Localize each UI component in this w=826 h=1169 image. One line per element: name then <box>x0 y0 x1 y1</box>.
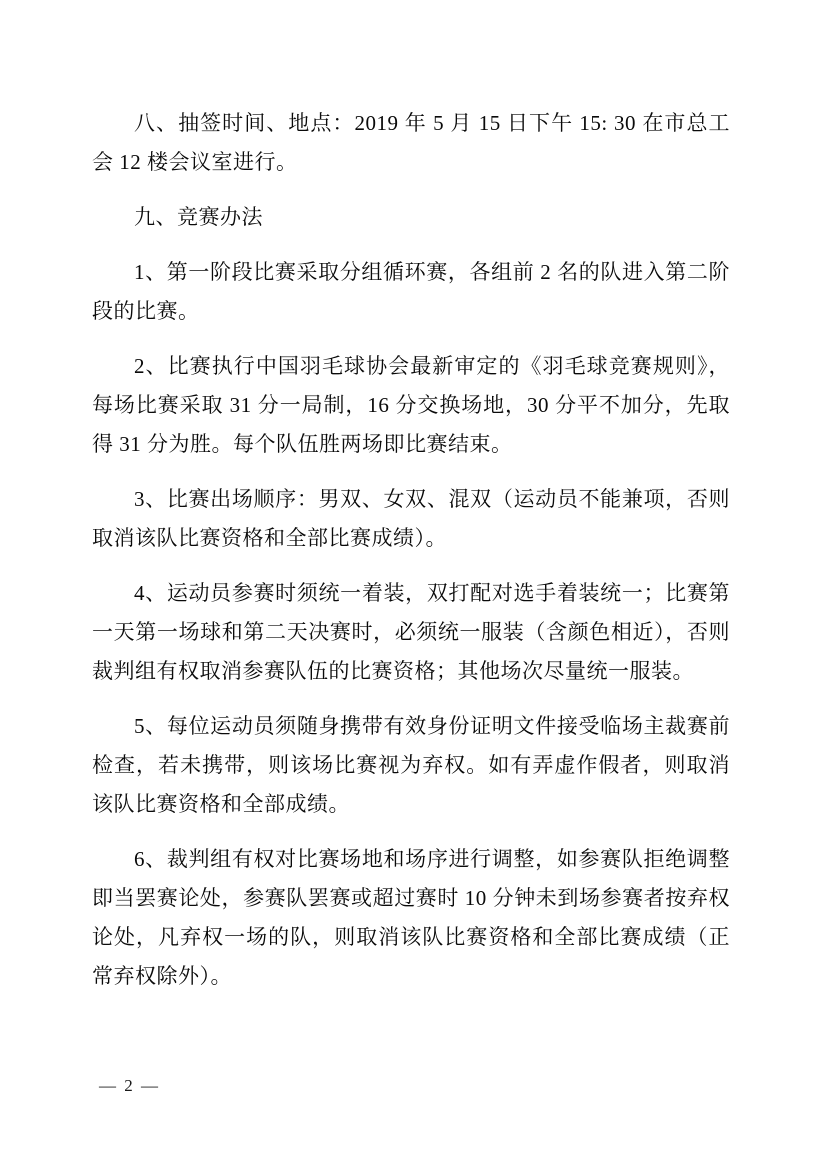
paragraph: 3、比赛出场顺序：男双、女双、混双（运动员不能兼项，否则取消该队比赛资格和全部比赛成绩）。 <box>92 487 730 550</box>
paragraph: 4、运动员参赛时须统一着装，双打配对选手着装统一；比赛第一天第一场球和第二天决赛时，必须统一服装（含颜色相近），否则裁判组有权取消参赛队伍的比赛资格；其他场次尽量统一服装。 <box>92 581 730 683</box>
paragraph: 6、裁判组有权对比赛场地和场序进行调整，如参赛队拒绝调整即当罢赛论处，参赛队罢赛或超过赛时 10 分钟未到场参赛者按弃权论处，凡弃权一场的队，则取消该队比赛资格和全部比赛成绩（正常弃权除外）。 <box>92 847 730 988</box>
page-number-footer: — 2 — <box>99 1076 160 1095</box>
paragraph: 1、第一阶段比赛采取分组循环赛，各组前 2 名的队进入第二阶段的比赛。 <box>92 260 730 323</box>
paragraph: 九、竞赛办法 <box>134 205 263 229</box>
paragraph: 八、抽签时间、地点：2019 年 5 月 15 日下午 15: 30 在市总工会 12 楼会议室进行。 <box>92 111 730 174</box>
document-body <box>92 104 730 1012</box>
paragraph: 2、比赛执行中国羽毛球协会最新审定的《羽毛球竞赛规则》，每场比赛采取 31 分一局制，16 分交换场地，30 分平不加分，先取得 31 分为胜。每个队伍胜两场即比赛结束。 <box>92 354 730 456</box>
paragraph: 5、每位运动员须随身携带有效身份证明文件接受临场主裁赛前检查，若未携带，则该场比赛视为弃权。如有弄虚作假者，则取消该队比赛资格和全部成绩。 <box>92 714 730 816</box>
